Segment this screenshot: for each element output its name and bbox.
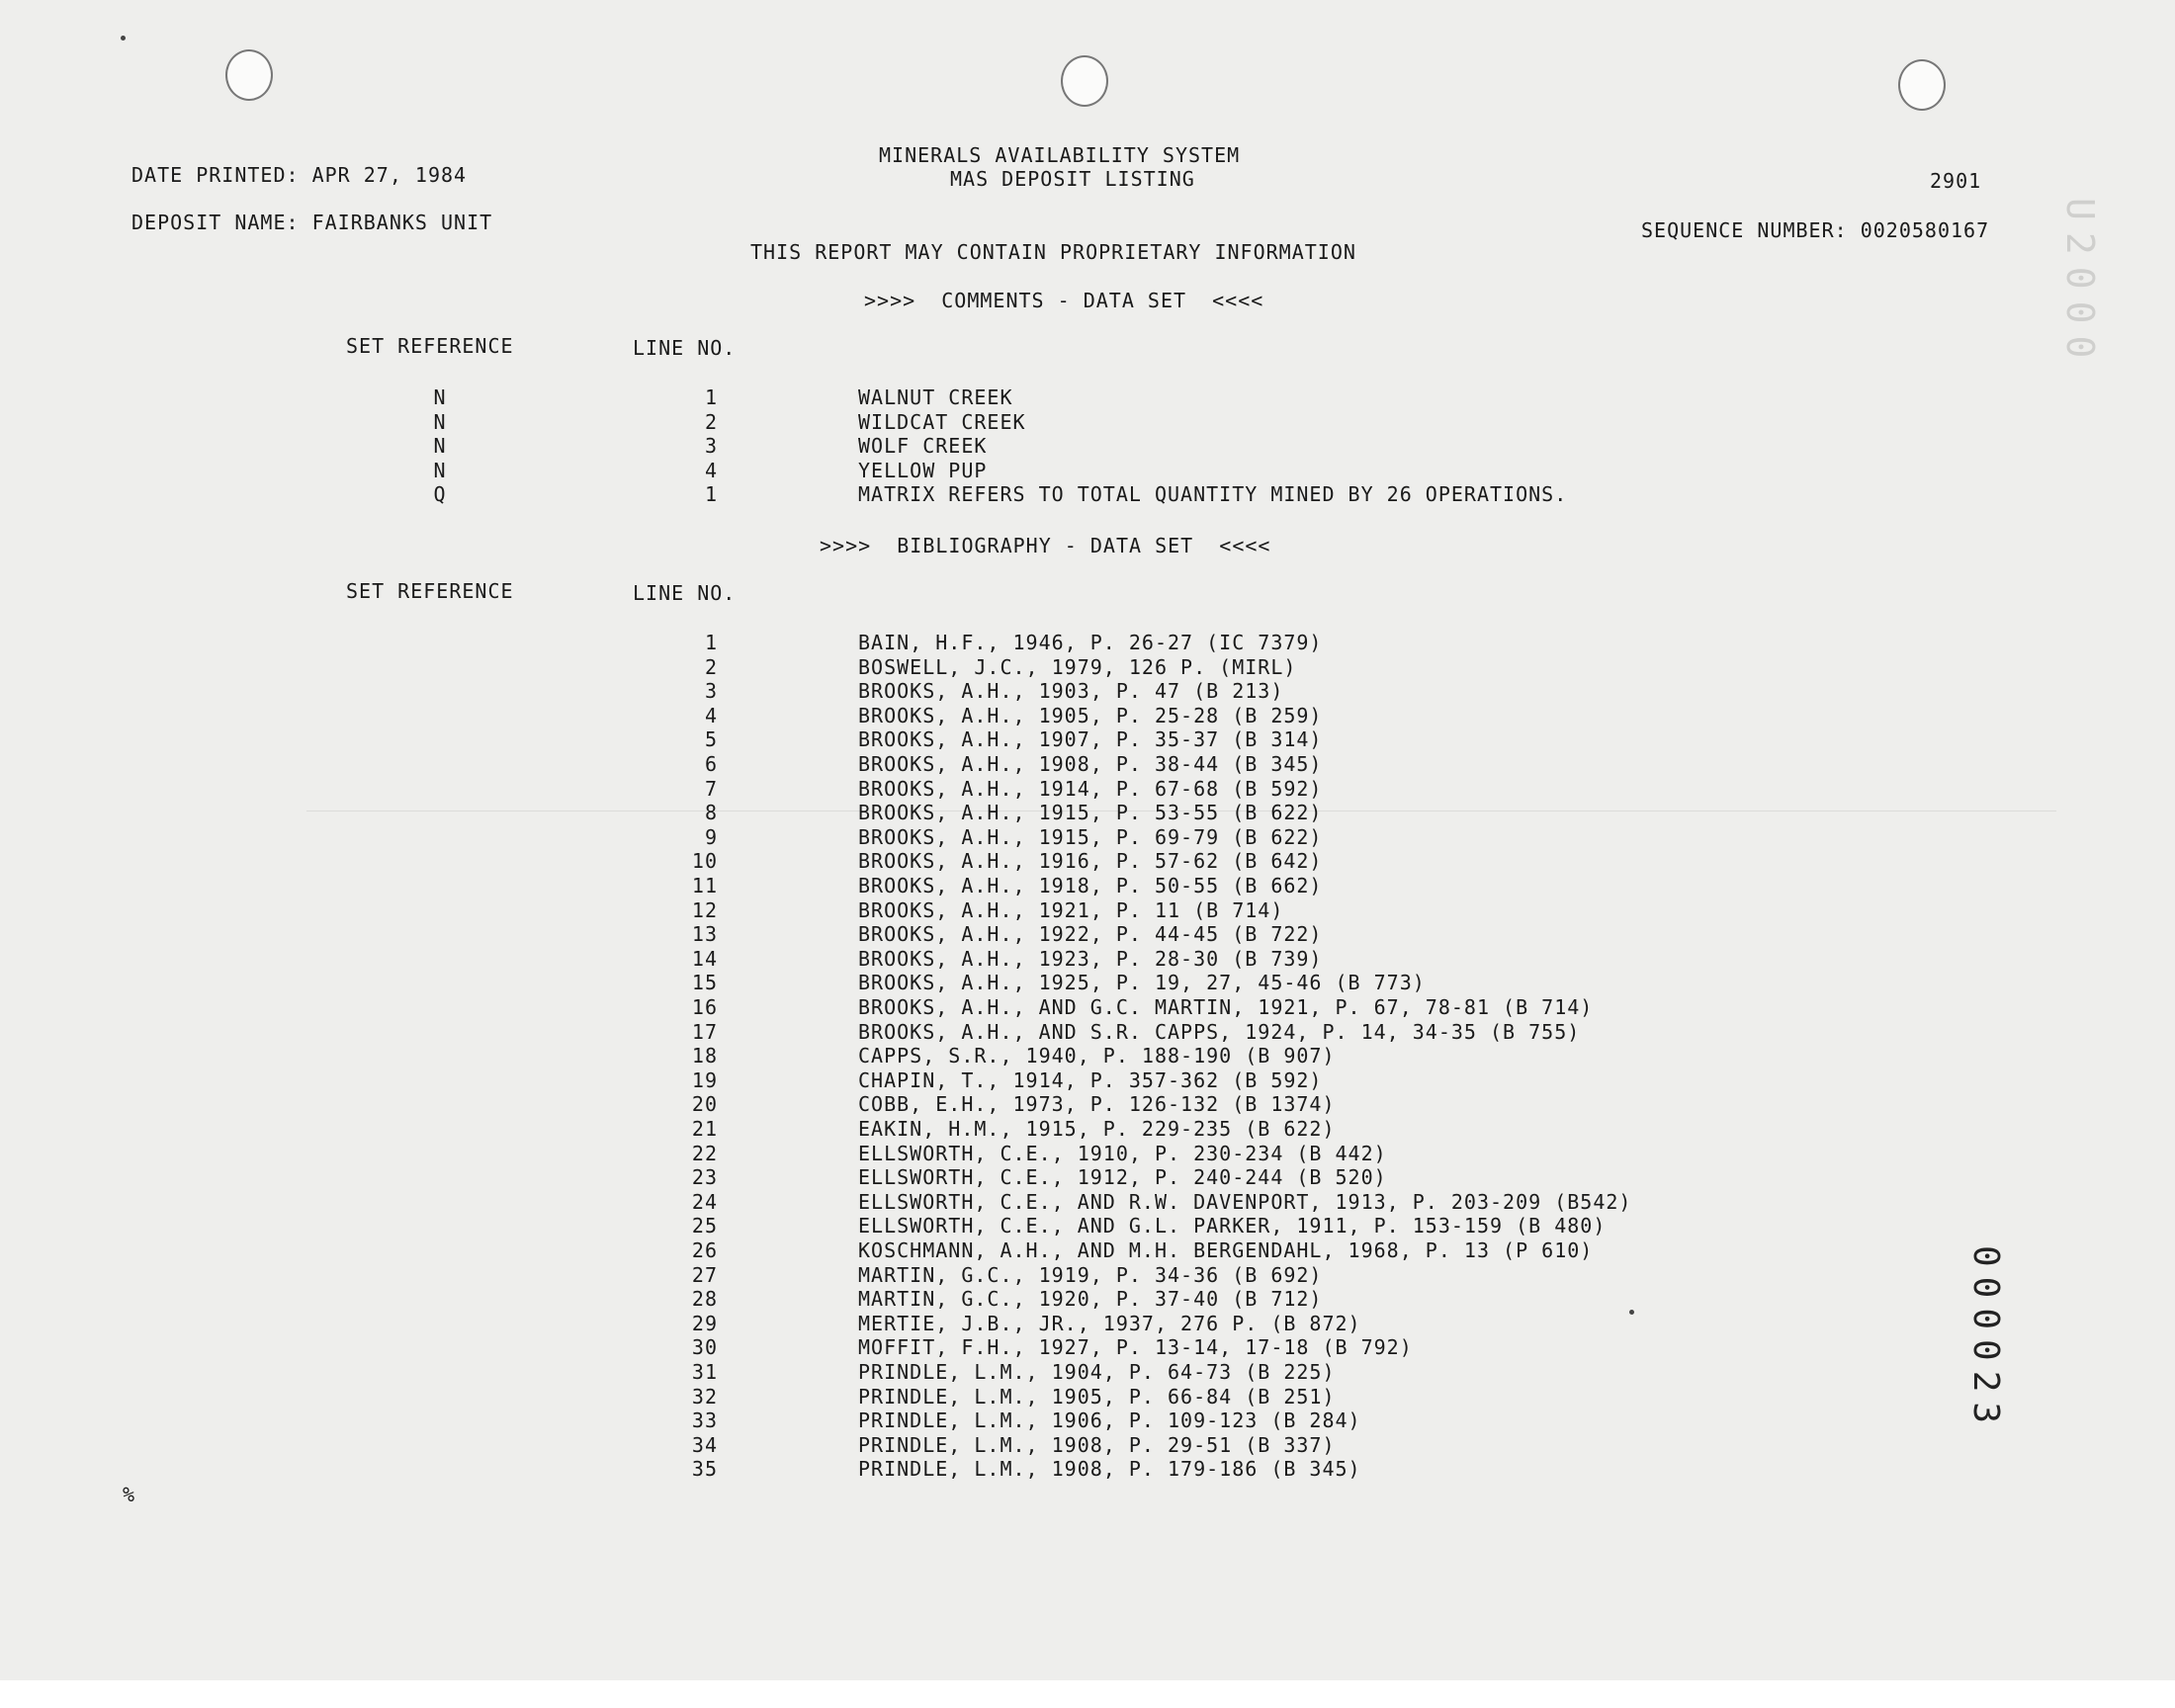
line-number-cell: 24 [691,1189,718,1214]
ink-speck [1629,1310,1634,1315]
system-title: MINERALS AVAILABILITY SYSTEM [879,143,1241,167]
line-number-cell: 4 [704,458,718,482]
line-number-cell: 2 [704,654,718,679]
entry-text-cell: BROOKS, A.H., 1921, P. 11 (B 714) [858,897,1284,922]
entry-text-cell: BROOKS, A.H., 1915, P. 69-79 (B 622) [858,824,1323,849]
line-number-cell: 35 [691,1457,718,1482]
line-number-cell: 31 [691,1360,718,1384]
entry-text-cell: WALNUT CREEK [858,385,1013,409]
page-number: 2901 [1930,169,1982,193]
set-reference-cell: N [433,385,447,409]
comments-section-title: >>>> COMMENTS - DATA SET <<<< [864,289,1264,312]
entry-text-cell: PRINDLE, L.M., 1908, P. 29-51 (B 337) [858,1432,1336,1457]
set-reference-cell: N [433,409,447,434]
ink-speck [121,36,126,41]
line-number-cell: 27 [691,1262,718,1287]
deposit-name: DEPOSIT NAME: FAIRBANKS UNIT [131,211,493,234]
line-number-cell: 4 [704,703,718,727]
line-number-cell: 5 [704,727,718,752]
line-number-cell: 3 [704,434,718,458]
entry-text-cell: BROOKS, A.H., 1925, P. 19, 27, 45-46 (B 773) [858,971,1426,995]
entry-text-cell: WILDCAT CREEK [858,409,1026,434]
entry-text-cell: EAKIN, H.M., 1915, P. 229-235 (B 622) [858,1117,1336,1141]
entry-text-cell: BAIN, H.F., 1946, P. 26-27 (IC 7379) [858,631,1323,654]
punch-hole-left [225,49,273,101]
line-number-cell: 3 [704,679,718,704]
line-number-cell: 19 [691,1068,718,1092]
line-number-cell: 13 [691,922,718,947]
entry-text-cell: MOFFIT, F.H., 1927, P. 13-14, 17-18 (B 792) [858,1335,1413,1360]
entry-text-cell: BROOKS, A.H., 1922, P. 44-45 (B 722) [858,922,1323,947]
entry-text-cell: ELLSWORTH, C.E., AND R.W. DAVENPORT, 1913, P. 203-209 (B542) [858,1189,1632,1214]
set-reference-cell: Q [433,482,447,506]
line-number-cell: 6 [704,752,718,776]
line-number-cell: 32 [691,1384,718,1409]
entry-text-cell: BROOKS, A.H., AND G.C. MARTIN, 1921, P. 67, 78-81 (B 714) [858,995,1594,1019]
line-number-cell: 1 [704,385,718,409]
line-number-cell: 34 [691,1432,718,1457]
entry-text-cell: ELLSWORTH, C.E., 1910, P. 230-234 (B 442) [858,1141,1387,1165]
entry-text-cell: BOSWELL, J.C., 1979, 126 P. (MIRL) [858,654,1297,679]
entry-text-cell: BROOKS, A.H., 1903, P. 47 (B 213) [858,679,1284,704]
line-number-cell: 29 [691,1311,718,1335]
line-number-cell: 15 [691,971,718,995]
entry-text-cell: KOSCHMANN, A.H., AND M.H. BERGENDAHL, 1968, P. 13 (P 610) [858,1238,1594,1262]
entry-text-cell: CAPPS, S.R., 1940, P. 188-190 (B 907) [858,1044,1336,1068]
line-number-cell: 25 [691,1214,718,1238]
set-reference-cell: N [433,458,447,482]
faint-stamp: U2000 [2058,198,2102,371]
entry-text-cell: ELLSWORTH, C.E., AND G.L. PARKER, 1911, P. 153-159 (B 480) [858,1214,1607,1238]
bibliography-col-line-no: LINE NO. [633,581,737,605]
set-reference-cell: N [433,434,447,458]
entry-text-cell: BROOKS, A.H., 1908, P. 38-44 (B 345) [858,752,1323,776]
sequence-number: SEQUENCE NUMBER: 0020580167 [1641,218,1990,242]
entry-text-cell: MARTIN, G.C., 1920, P. 37-40 (B 712) [858,1287,1323,1312]
entry-text-cell: COBB, E.H., 1973, P. 126-132 (B 1374) [858,1092,1336,1117]
line-number-cell: 17 [691,1019,718,1044]
line-number-cell: 26 [691,1238,718,1262]
line-number-cell: 22 [691,1141,718,1165]
entry-text-cell: BROOKS, A.H., 1923, P. 28-30 (B 739) [858,946,1323,971]
line-number-cell: 14 [691,946,718,971]
entry-text-cell: BROOKS, A.H., AND S.R. CAPPS, 1924, P. 14, 34-35 (B 755) [858,1019,1581,1044]
line-number-cell: 18 [691,1044,718,1068]
line-number-cell: 23 [691,1165,718,1190]
line-number-cell: 12 [691,897,718,922]
line-number-cell: 33 [691,1409,718,1433]
line-number-cell: 21 [691,1117,718,1141]
line-number-cell: 9 [704,824,718,849]
bibliography-section-title: >>>> BIBLIOGRAPHY - DATA SET <<<< [820,534,1271,557]
entry-text-cell: ELLSWORTH, C.E., 1912, P. 240-244 (B 520) [858,1165,1387,1190]
line-number-cell: 10 [691,849,718,874]
entry-text-cell: PRINDLE, L.M., 1906, P. 109-123 (B 284) [858,1409,1361,1433]
line-number-cell: 8 [704,801,718,825]
entry-text-cell: PRINDLE, L.M., 1905, P. 66-84 (B 251) [858,1384,1336,1409]
entry-text-cell: BROOKS, A.H., 1918, P. 50-55 (B 662) [858,874,1323,897]
comments-col-set-reference: SET REFERENCE [346,334,514,358]
proprietary-notice: THIS REPORT MAY CONTAIN PROPRIETARY INFORMATION [750,240,1356,264]
entry-text-cell: YELLOW PUP [858,458,988,482]
listing-title: MAS DEPOSIT LISTING [950,167,1195,191]
page-stamp: 000023 [1965,1245,2006,1434]
entry-text-cell: MATRIX REFERS TO TOTAL QUANTITY MINED BY 26 OPERATIONS. [858,482,1568,506]
entry-text-cell: PRINDLE, L.M., 1908, P. 179-186 (B 345) [858,1457,1361,1482]
punch-hole-center [1061,55,1108,107]
percent-mark: % [123,1483,136,1506]
entry-text-cell: MERTIE, J.B., JR., 1937, 276 P. (B 872) [858,1311,1361,1335]
line-number-cell: 2 [704,409,718,434]
entry-text-cell: BROOKS, A.H., 1905, P. 25-28 (B 259) [858,703,1323,727]
entry-text-cell: CHAPIN, T., 1914, P. 357-362 (B 592) [858,1068,1323,1092]
line-number-cell: 7 [704,776,718,801]
comments-col-line-no: LINE NO. [633,336,737,360]
line-number-cell: 1 [704,631,718,654]
date-printed: DATE PRINTED: APR 27, 1984 [131,163,468,187]
entry-text-cell: BROOKS, A.H., 1915, P. 53-55 (B 622) [858,801,1323,825]
line-number-cell: 20 [691,1092,718,1117]
entry-text-cell: BROOKS, A.H., 1916, P. 57-62 (B 642) [858,849,1323,874]
line-number-cell: 11 [691,874,718,897]
line-number-cell: 28 [691,1287,718,1312]
line-number-cell: 16 [691,995,718,1019]
punch-hole-right [1898,59,1946,111]
entry-text-cell: BROOKS, A.H., 1907, P. 35-37 (B 314) [858,727,1323,752]
entry-text-cell: BROOKS, A.H., 1914, P. 67-68 (B 592) [858,776,1323,801]
entry-text-cell: WOLF CREEK [858,434,988,458]
bibliography-col-set-reference: SET REFERENCE [346,579,514,603]
line-number-cell: 1 [704,482,718,506]
entry-text-cell: PRINDLE, L.M., 1904, P. 64-73 (B 225) [858,1360,1336,1384]
entry-text-cell: MARTIN, G.C., 1919, P. 34-36 (B 692) [858,1262,1323,1287]
line-number-cell: 30 [691,1335,718,1360]
